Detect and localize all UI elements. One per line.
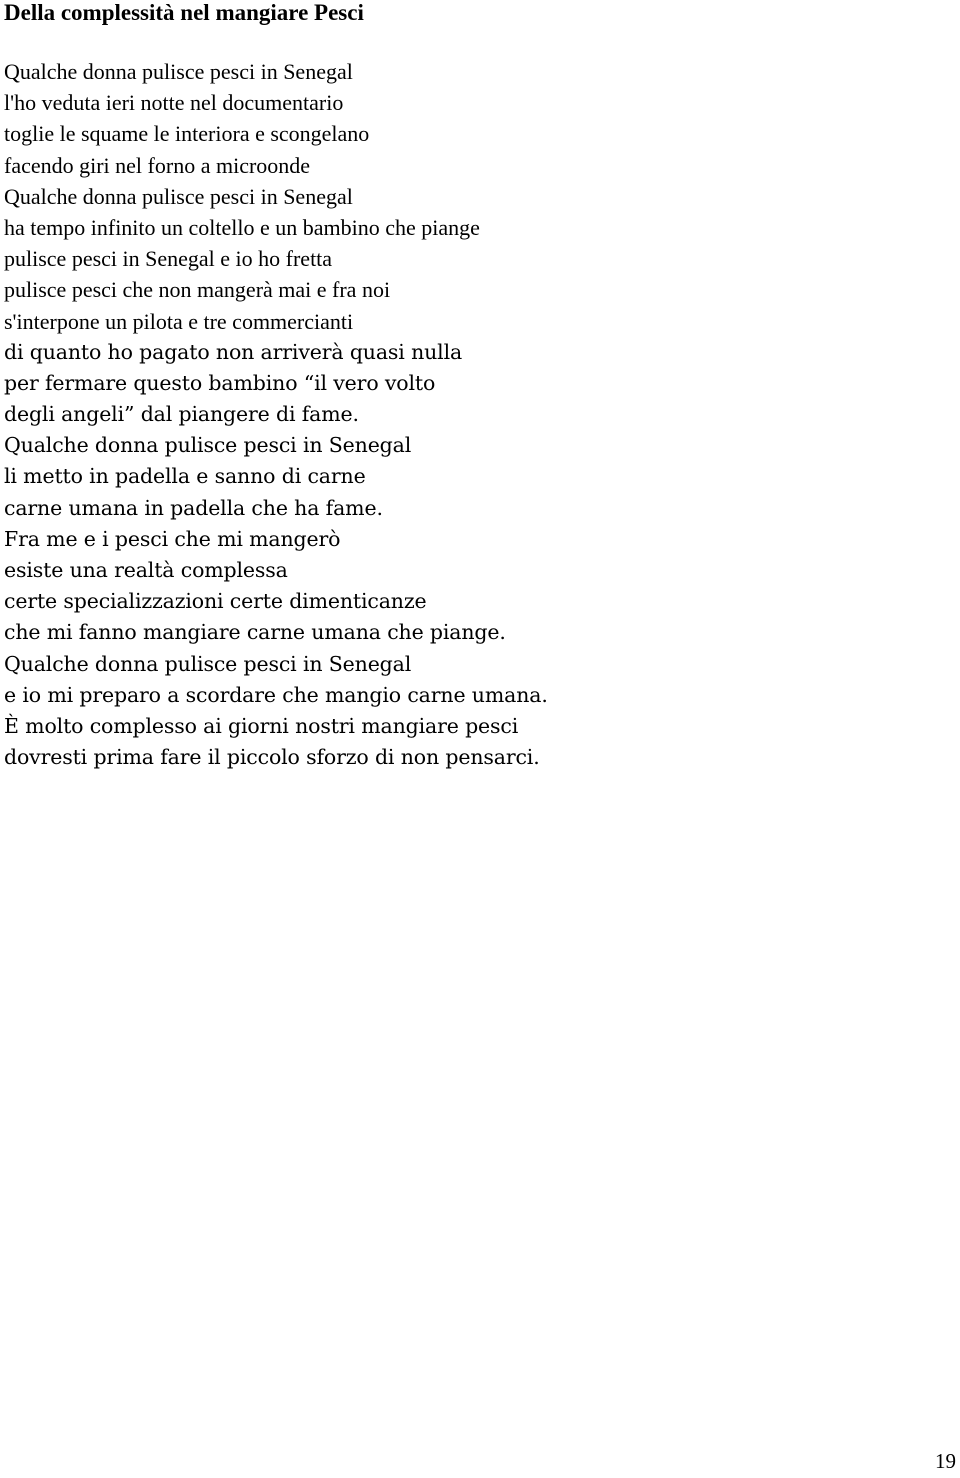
poem-line-17: esiste una realtà complessa [4,558,288,582]
poem-line-18: certe specializzazioni certe dimenticanze [4,589,427,614]
poem-line-11: per fermare questo bambino “il vero volto [4,370,436,395]
poem-line-4: facendo giri nel forno a microonde [4,152,311,178]
poem-line-8: pulisce pesci che non mangerà mai e fra noi [4,277,391,303]
poem-line-9: s'interpone un pilota e tre commercianti [4,308,354,334]
poem-line-10: di quanto ho pagato non arriverà quasi nulla [4,339,463,364]
poem-body [4,56,548,773]
poem-line-19: che mi fanno mangiare carne umana che piange. [4,620,506,645]
poem-line-15: carne umana in padella che ha fame. [4,495,383,520]
poem-line-13: Qualche donna pulisce pesci in Senegal [4,433,412,458]
poem-line-6: ha tempo infinito un coltello e un bambino che piange [4,214,480,240]
poem-line-23: dovresti prima fare il piccolo sforzo di non pensarci. [4,745,540,770]
poem-line-3: toglie le squame le interiora e scongelano [4,121,370,147]
poem-line-5: Qualche donna pulisce pesci in Senegal [4,183,353,209]
page-number: 19 [935,1449,956,1473]
poem-line-7: pulisce pesci in Senegal e io ho fretta [4,246,333,272]
poem-line-20: Qualche donna pulisce pesci in Senegal [4,651,412,676]
poem-line-16: Fra me e i pesci che mi mangerò [4,526,341,551]
poem-line-21: e io mi preparo a scordare che mangio carne umana. [4,682,548,707]
poem-line-12: degli angeli” dal piangere di fame. [4,402,359,427]
poem-title: Della complessità nel mangiare Pesci [4,0,364,25]
poem-line-1: Qualche donna pulisce pesci in Senegal [4,59,353,84]
poem-line-14: li metto in padella e sanno di carne [4,464,366,489]
poem-line-2: l'ho veduta ieri notte nel documentario [4,90,344,116]
poem-line-22: È molto complesso ai giorni nostri mangiare pesci [4,713,519,738]
